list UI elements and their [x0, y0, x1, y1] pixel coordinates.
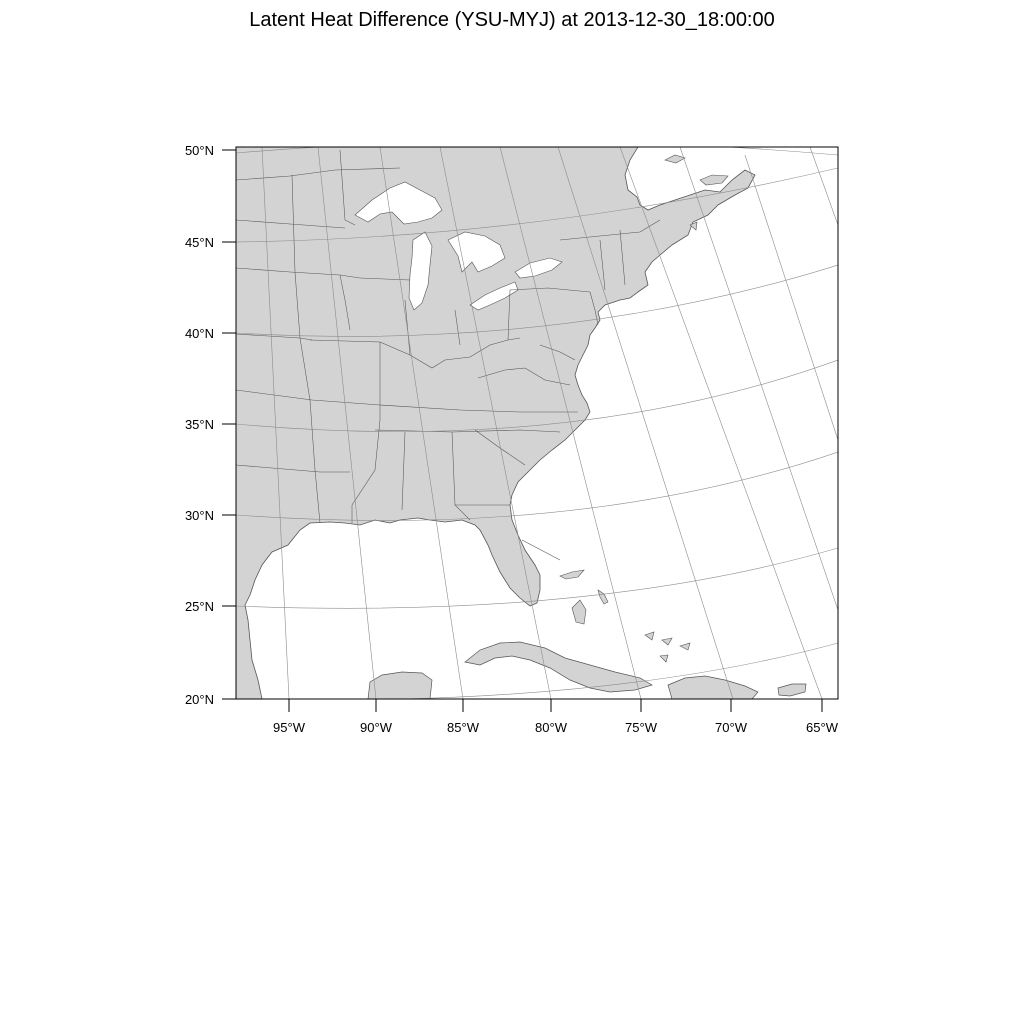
- lon-label-85: 85°W: [447, 720, 479, 735]
- lat-label-45: 45°N: [184, 235, 214, 250]
- lat-label-35: 35°N: [184, 417, 214, 432]
- lat-label-20: 20°N: [184, 692, 214, 707]
- lat-label-25: 25°N: [184, 599, 214, 614]
- lon-label-95: 95°W: [273, 720, 305, 735]
- lat-label-30: 30°N: [184, 508, 214, 523]
- lat-label-40: 40°N: [184, 326, 214, 341]
- plot-title: Latent Heat Difference (YSU-MYJ) at 2013-12-30_18:00:00: [249, 9, 775, 31]
- lon-label-70: 70°W: [715, 720, 747, 735]
- lat-axis: [222, 150, 236, 699]
- lon-axis: [289, 699, 822, 712]
- lon-label-65: 65°W: [806, 720, 838, 735]
- lat-label-50: 50°N: [184, 143, 214, 158]
- lon-label-80: 80°W: [535, 720, 567, 735]
- lat-labels: [185, 143, 214, 707]
- lon-label-75: 75°W: [625, 720, 657, 735]
- lon-labels: [273, 720, 839, 735]
- lon-label-90: 90°W: [360, 720, 392, 735]
